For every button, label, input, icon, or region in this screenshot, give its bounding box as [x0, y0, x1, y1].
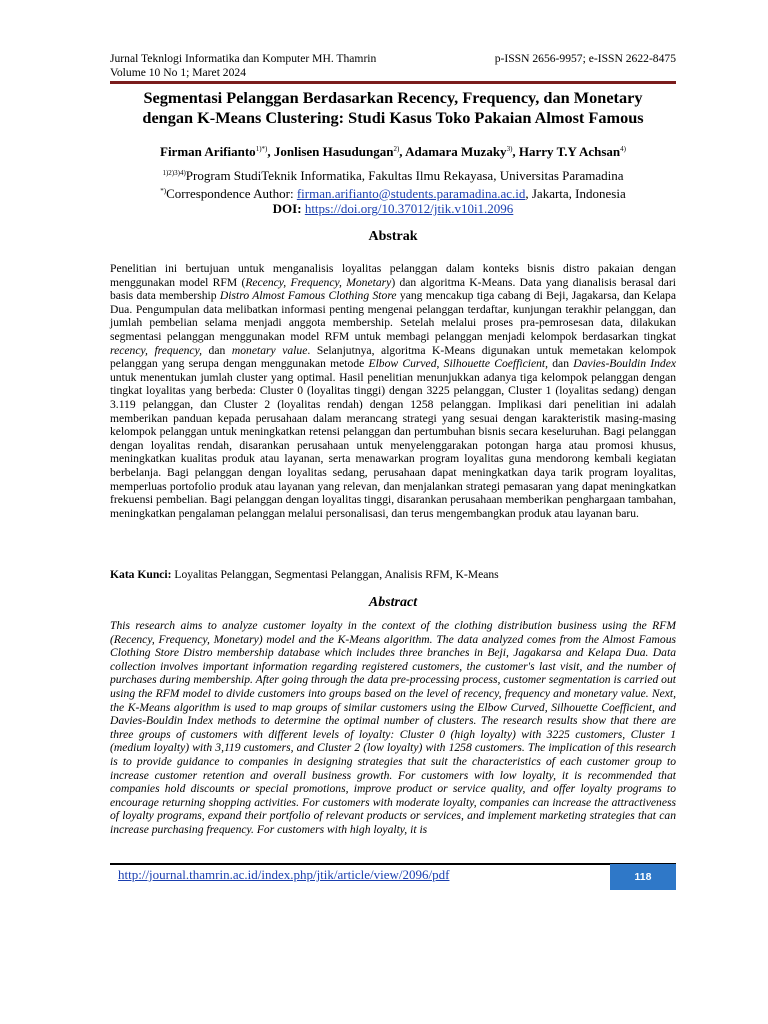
abstrak-text-run: Davies-Bouldin Index	[573, 357, 676, 371]
doi-link[interactable]: https://doi.org/10.37012/jtik.v10i1.2096	[304, 201, 514, 216]
paper-title	[100, 88, 686, 128]
header-rule	[110, 81, 676, 84]
title-line-2: dengan K-Means Clustering: Studi Kasus Toko Pakaian Almost Famous	[142, 108, 644, 127]
abstrak-text-run: Recency, Frequency, Monetary	[245, 275, 392, 289]
volume-info: Volume 10 No 1; Maret 2024	[110, 66, 246, 79]
abstrak-text-run: ) dan algoritma K-Means. Data yang dianalisis berasal dari basis data membership	[110, 275, 677, 303]
correspondence-email-link[interactable]: firman.arifianto@students.paramadina.ac.id	[296, 185, 526, 201]
author: Firman Arifianto$^{1)*)}$,	[160, 144, 274, 159]
page-number: 118	[610, 864, 676, 890]
author: Harry T.Y Achsan$^{4)}$	[518, 144, 626, 159]
abstrak-text-run: untuk menentukan jumlah cluster yang optimal. Hasil penelitian menunjukkan adanya tiga kelompok pelanggan dengan tingkat loyalitas yang berbeda: Cluster 0 (loyalitas tinggi) dengan 3225 pelanggan, Cluster 1 (loyalitas sedang) dengan 3.119 pelanggan, dan Cluster 2 (loyalitas rendah) dengan 1258 pelanggan. Implikasi dari penelitian ini adalah memberikan panduan kepada perusahaan dalam merancang strategi yang sesuai dengan karakteristik masing-masing kelompok pelanggan untuk meningkatkan retensi pelanggan dan pertumbuhan bisnis secara keseluruhan. Bagi pelanggan dengan loyalitas rendah, disarankan perusahaan untuk menyelenggarakan potongan harga atau promosi khusus, meningkatkan kualitas produk atau layanan, serta menawarkan program loyalitas guna mendorong kembali kegiatan berbelanja. Bagi pelanggan dengan loyalitas sedang, perusahaan dapat meningkatkan daya tarik program loyalitas, memperluas portofolio produk atau layanan yang relevan, dan menjalankan strategi pemasaran yang dapat meningkatkan frekuensi pembelian. Bagi pelanggan dengan loyalitas tinggi, disarankan perusahaan memberikan penghargaan tambahan, meningkatkan pengalaman pelanggan melalui personalisasi, dan terus mengembangkan produk atau layanan baru.	[110, 370, 676, 520]
keywords: Kata Kunci: Loyalitas Pelanggan, Segmentasi Pelanggan, Analisis RFM, K-Means	[110, 568, 499, 581]
abstrak-text-run: ,	[436, 357, 444, 371]
footer-rule	[110, 863, 676, 865]
abstrak-text-run: . Selanjutnya, algoritma K-Means digunakan untuk memetakan kelompok pelanggan yang serupa dengan menggunakan metode	[110, 343, 676, 371]
title-line-1: Segmentasi Pelanggan Berdasarkan Recency, Frequency, dan Monetary	[143, 88, 643, 107]
correspondence: *)Correspondence Author: firman.arifianto@students.paramadina.ac.id, Jakarta, Indonesia	[160, 185, 626, 201]
author: Jonlisen Hasudungan$^{2)}$,	[273, 144, 406, 159]
affiliation: $^{1)2)3)4)}$Program StudiTeknik Informatika, Fakultas Ilmu Rekayasa, Universitas Paramadina	[162, 168, 624, 183]
author-list	[100, 140, 686, 161]
abstrak-text-run: yang mencakup tiga cabang di Beji, Jagakarsa, dan Kelapa Dua. Pengumpulan data melibatkan informasi penting mengenai pelanggan terdaftar, kunjungan terakhir pelanggan, dan jumlah pembelian selama menjadi anggota membership. Setelah melalui proses pra-pemrosesan data, dilakukan segmentasi pelanggan menggunakan model RFM untuk membagi pelanggan menjadi kelompok berdasarkan tingkat	[110, 289, 676, 343]
abstrak-text-run: recency, frequency,	[110, 343, 202, 357]
abstrak-heading: Abstrak	[368, 229, 418, 244]
abstrak-text-run: monetary value	[231, 343, 308, 357]
abstrak-text-run: Elbow Curved	[368, 357, 437, 371]
doi: DOI: https://doi.org/10.37012/jtik.v10i1.2096	[272, 201, 514, 216]
abstrak-body	[110, 262, 676, 520]
abstrak-text-run: Silhouette Coefficient	[443, 357, 546, 371]
journal-name: Jurnal Teknlogi Informatika dan Komputer MH. Thamrin	[110, 52, 377, 65]
affiliation-block	[100, 166, 686, 217]
abstrak-text-run: , dan	[545, 357, 574, 371]
article-url-link[interactable]: http://journal.thamrin.ac.id/index.php/jtik/article/view/2096/pdf	[118, 867, 450, 882]
abstract-heading: Abstract	[368, 595, 418, 610]
author: Adamara Muzaky$^{3)}$,	[405, 144, 519, 159]
abstract-body: This research aims to analyze customer loyalty in the context of the clothing distribution business using the RFM (Recency, Frequency, Monetary) model and the K-Means algorithm. The data analyzed comes from the Almost Famous Clothing Store Distro membership database which includes three branches in Beji, Jagakarsa and Kelapa Dua. Data collection involves important information regarding registered customers, the customer's last visit, and the number of purchases during membership. After going through the data pre-processing process, customer segmentation is carried out using the RFM model to divide customers into groups based on the level of recency, frequency and monetary value. Next, the K-Means algorithm is used to map groups of similar customers using the Elbow Curved, Silhouette Coefficient, and Davies-Bouldin Index methods to determine the optimal number of clusters. The research results show that there are three groups of customers with different levels of loyalty: Cluster 0 (high loyalty) with 3225 customers, Cluster 1 (medium loyalty) with 3,119 customers, and Cluster 2 (low loyalty) with 1258 customers. The implication of this research is to provide guidance to companies in designing strategies that suit the characteristics of each customer group to increase customer retention and overall business growth. For customers with low loyalty, it is recommended that companies hold discounts or special promotions, improve product or service quality, and offer loyalty programs to encourage returning shopping activities. For customers with moderate loyalty, companies can increase the attractiveness of loyalty programs, expand their portfolio of relevant products or services, and implement marketing strategies that can increase purchasing frequency. For customers with high loyalty, it is	[110, 619, 676, 836]
abstrak-text-run: dan	[201, 343, 232, 357]
abstrak-text-run: Distro Almost Famous Clothing Store	[219, 289, 397, 303]
abstrak-text-run: Penelitian ini bertujuan untuk menganalisis loyalitas pelanggan dalam konteks bisnis distro pakaian dengan menggunakan model RFM (	[110, 262, 676, 289]
issn: p-ISSN 2656-9957; e-ISSN 2622-8475	[494, 52, 676, 65]
running-header	[110, 52, 676, 80]
